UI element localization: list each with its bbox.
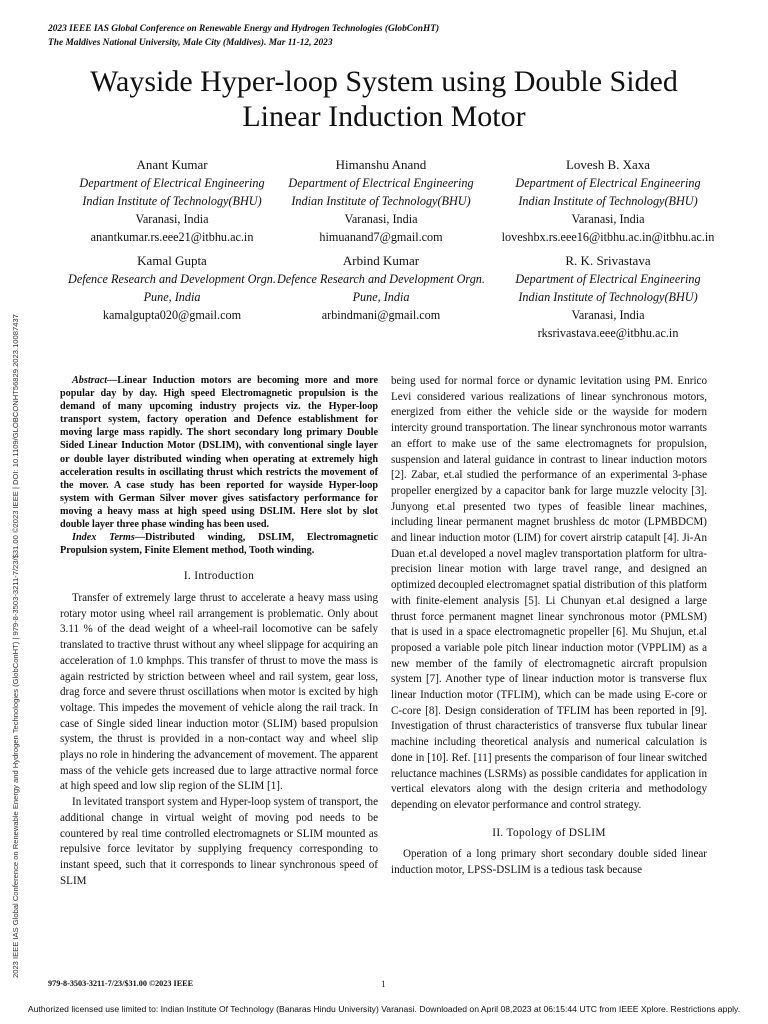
right-column <box>391 374 707 879</box>
conference-line-2: The Maldives National University, Male City (Maldives). Mar 11-12, 2023 <box>48 38 333 48</box>
abstract <box>60 374 378 531</box>
author-inst: Indian Institute of Technology(BHU) <box>291 194 471 208</box>
abstract-label: Abstract <box>72 375 108 386</box>
author-inst: Indian Institute of Technology(BHU) <box>82 194 262 208</box>
footer-isbn: 979-8-3503-3211-7/23/$31.00 ©2023 IEEE <box>48 979 194 988</box>
author-block <box>263 156 499 246</box>
index-terms-label: Index Terms <box>72 532 135 544</box>
sidebar-doi-text: 2023 IEEE IAS Global Conference on Renewable Energy and Hydrogen Technologies (GlobConHT) | 979-8-3503-3211-7/23/$31.00 ©2023 IEEE | DOI: 10.1109/GLOBCONHT56829.2023.10087437 <box>11 314 20 978</box>
author-block <box>477 156 739 246</box>
author-name: Kamal Gupta <box>137 253 207 268</box>
page-number: 1 <box>381 979 386 989</box>
author-block <box>263 252 499 324</box>
author-dept: Defence Research and Development Orgn. <box>68 272 276 286</box>
author-name: Himanshu Anand <box>335 157 427 172</box>
author-city: Varanasi, India <box>135 212 209 226</box>
author-city: Varanasi, India <box>344 212 418 226</box>
author-email: kamalgupta020@gmail.com <box>102 308 242 322</box>
author-email: anantkumar.rs.eee21@itbhu.ac.in <box>90 230 254 244</box>
author-block <box>54 252 290 324</box>
author-inst: Indian Institute of Technology(BHU) <box>518 194 698 208</box>
author-inst: Indian Institute of Technology(BHU) <box>518 290 698 304</box>
author-block <box>54 156 290 246</box>
author-name: Arbind Kumar <box>342 253 420 268</box>
author-name: R. K. Srivastava <box>565 253 651 268</box>
title-line-2: Linear Induction Motor <box>242 100 526 133</box>
author-inst: Pune, India <box>352 290 410 304</box>
author-dept: Department of Electrical Engineering <box>79 176 265 190</box>
intro-paragraph-1: Transfer of extremely large thrust to accelerate a heavy mass using rotary motor using wheel rail arrangement is problematic. Only about 3.11 % of the dead weight of a wheel-rail locomotive can be safely translated to tractive thrust without any wheel slippage for acquiring an acceleration of 1.0 kmphps. This transfer of thrust to move the mass is again restricted by striction between wheel and rail system, gear loss, drag force and severe thrust oscillations when motor is excited by high voltage. This impedes the movement of vehicle along the rail track. In case of Single sided linear induction motor (SLIM) based propulsion system, the thrust is provided in a non-contact way and wheel slip plays no role in hindering the advancement of movement. The apparent mass of the vehicle gets increased due to large attractive normal force at high speed and low slip region of the SLIM [1]. <box>60 592 378 793</box>
intro-paragraph-2: In levitated transport system and Hyper-loop system of transport, the additional change in virtual weight of moving pod needs to be countered by real time controlled electromagnets or SLIM mounted as repulsive force levitator by supplying frequency corresponding to instant speed, such that it corresponds to linear synchronous speed of SLIM <box>60 796 378 887</box>
author-name: Lovesh B. Xaxa <box>565 157 651 172</box>
section-heading-topology: II. Topology of DSLIM <box>492 826 606 839</box>
index-terms <box>60 531 378 557</box>
author-email: rksrivastava.eee@itbhu.ac.in <box>537 326 679 340</box>
body-paragraph: being used for normal force or dynamic levitation using PM. Enrico Levi considered various realizations of linear synchronous motors, energized from either the vehicle side or the wayside for modern intercity ground transportation. The linear synchronous motor warrants an effort to make use of the same electromagnets for propulsion, suspension and lateral guidance in contrast to linear induction motors [2]. Zabar, et.al studied the performance of an experimental 3-phase propeller energized by a capacitor bank for large muzzle velocity [3]. Junyong et.al presented two types of feasible linear machines, including linear permanent magnet brushless dc motor (LPMBDCM) and linear induction motor (LIM) for covert airstrip catapult [4]. Ji-An Duan et.al developed a novel maglev transportation platform for ultra-precision linear motion with large travel range, and designed an optimized decoupled electromagnet spatial distribution of this platform with finite-element analysis [5]. Li Chunyan et.al designed a large thrust force permanent magnet linear synchronous motor (PMLSM) that is used in a space electromagnetic propeller [6]. Mu Shujun, et.al proposed a variable pole pitch linear induction motor (VPPLIM) as a new member of the family of electromagnetic aircraft propulsion system [7]. Another type of linear induction motor is transverse flux linear Induction motor (TFLIM), which can be made using E-core or C-core [8]. Design consideration of TFLIM has been reported in [9]. Investigation of thrust characteristics of transverse flux tubular linear machine including theoretical analysis and numerical calculation is done in [10]. Ref. [11] presents the comparison of four linear switched reluctance machines (LSRMs) as possible candidates for application in vertical elevators along with the design criteria and methodology depending on elevator performance and control strategy. <box>391 375 707 811</box>
author-name: Anant Kumar <box>136 157 208 172</box>
author-city: Varanasi, India <box>571 308 645 322</box>
conference-header <box>48 22 439 50</box>
license-notice: Authorized licensed use limited to: Indian Institute Of Technology (Banaras Hindu University) Varanasi. Downloaded on April 08,2023 at 06:15:44 UTC from IEEE Xplore. Restrictions apply. <box>27 1004 741 1014</box>
author-dept: Department of Electrical Engineering <box>288 176 474 190</box>
author-dept: Defence Research and Development Orgn. <box>277 272 485 286</box>
title-line-1: Wayside Hyper-loop System using Double Sided <box>90 65 678 98</box>
author-dept: Department of Electrical Engineering <box>515 272 701 286</box>
author-block <box>477 252 739 342</box>
author-dept: Department of Electrical Engineering <box>515 176 701 190</box>
author-email: himuanand7@gmail.com <box>319 230 443 244</box>
left-column <box>60 374 378 889</box>
author-city: Varanasi, India <box>571 212 645 226</box>
author-email: loveshbx.rs.eee16@itbhu.ac.in@itbhu.ac.in <box>501 230 715 244</box>
index-terms-text: —Distributed winding, DSLIM, Electromagnetic Propulsion system, Finite Element method, Tooth winding. <box>60 532 378 557</box>
topology-paragraph-1: Operation of a long primary short secondary double sided linear induction motor, LPSS-DSLIM is a tedious task because <box>391 848 707 877</box>
author-email: arbindmani@gmail.com <box>321 308 441 322</box>
author-inst: Pune, India <box>143 290 201 304</box>
paper-title <box>0 64 768 134</box>
section-heading-introduction: I. Introduction <box>183 570 255 583</box>
conference-line-1: 2023 IEEE IAS Global Conference on Renewable Energy and Hydrogen Technologies (GlobConHT) <box>48 24 440 34</box>
abstract-text: —Linear Induction motors are becoming more and more popular day by day. High speed Electromagnetic propulsion is the demand of many upcoming industry projects viz. the Hyper-loop transport system, factory operation and Defence establishment for moving large mass rapidly. The short secondary long primary Double Sided Linear Induction Motor (DSLIM), with conventional single layer or double layer distributed winding when operating at extremely high acceleration results in oscillating thrust which restricts the movement of the mover. A case study has been reported for wayside Hyper-loop system with German Silver mover gives satisfactory performance for moving a heavy mass at high speed using DSLIM. Here slot by slot double layer three phase winding has been used. <box>60 375 378 531</box>
